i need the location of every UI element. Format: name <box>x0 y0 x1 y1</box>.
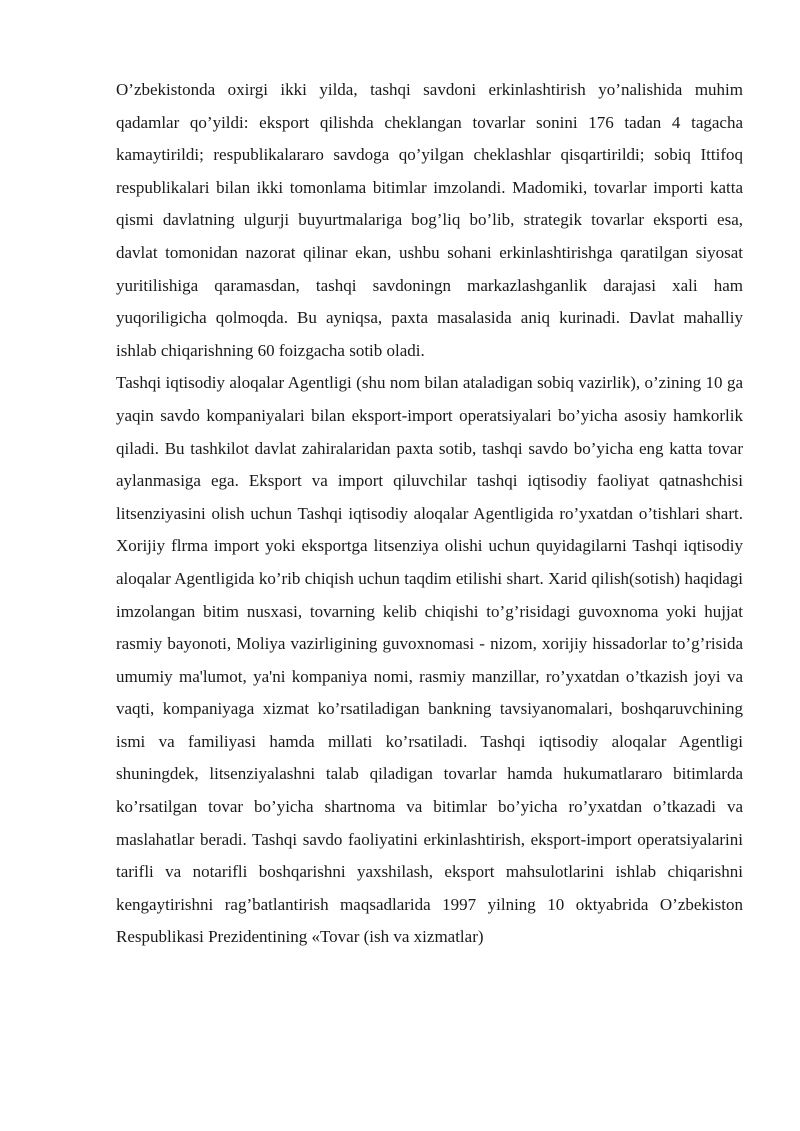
document-page <box>116 74 743 954</box>
paragraph-foreign-economic-agency: Tashqi iqtisodiy aloqalar Agentligi (shu nom bilan ataladigan sobiq vazirlik), o’zining 10 ga yaqin savdo kompaniyalari bilan eksport-import operatsiyalari bo’yicha asosiy hamkorlik qiladi. Bu tashkilot davlat zahiralaridan paxta sotib, tashqi savdo bo’yicha eng katta tovar aylanmasiga ega. Eksport va import qiluvchilar tashqi iqtisodiy faoliyat qatnashchisi litsenziyasini olish uchun Tashqi iqtisodiy aloqalar Agentligida ro’yxatdan o’tishlari shart. Xorijiy flrma import yoki eksportga litsenziya olishi uchun quyidagilarni Tashqi iqtisodiy aloqalar Agentligida ko’rib chiqish uchun taqdim etilishi shart. Xarid qilish(sotish) haqidagi imzolangan bitim nusxasi, tovarning kelib chiqishi to’g’risidagi guvoxnoma yoki hujjat rasmiy bayonoti, Moliya vazirligining guvoxnomasi - nizom, xorijiy hissadorlar to’g’risida umumiy ma'lumot, ya'ni kompaniya nomi, rasmiy manzillar, ro’yxatdan o’tkazish joyi va vaqti, kompaniyaga xizmat ko’rsatiladigan bankning tavsiyanomalari, boshqaruvchining ismi va familiyasi hamda millati ko’rsatiladi. Tashqi iqtisodiy aloqalar Agentligi shuningdek, litsenziyalashni talab qiladigan tovarlar hamda hukumatlararo bitimlarda ko’rsatilgan tovar bo’yicha shartnoma va bitimlar bo’yicha ro’yxatdan o’tkazadi va maslahatlar beradi. Tashqi savdo faoliyatini erkinlashtirish, eksport-import operatsiyalarini tarifli va notarifli boshqarishni yaxshilash, eksport mahsulotlarini ishlab chiqarishni kengaytirishni rag’batlantirish maqsadlarida 1997 yilning 10 oktyabrida O’zbekiston Respublikasi Prezidentining «Tovar (ish va xizmatlar) <box>116 373 743 947</box>
paragraph-export-liberalization: O’zbekistonda oxirgi ikki yilda, tashqi savdoni erkinlashtirish yo’nalishida muhim qadamlar qo’yildi: eksport qilishda cheklangan tovarlar sonini 176 tadan 4 tagacha kamaytirildi; respublikalararo savdoga qo’yilgan cheklashlar qisqartirildi; sobiq Ittifoq respublikalari bilan ikki tomonlama bitimlar imzolandi. Madomiki, tovarlar importi katta qismi davlatning ulgurji buyurtmalariga bog’liq bo’lib, strategik tovarlar eksporti esa, davlat tomonidan nazorat qilinar ekan, ushbu sohani erkinlashtirishga qaratilgan siyosat yuritilishiga qaramasdan, tashqi savdoningn markazlashganlik darajasi xali ham yuqoriligicha qolmoqda. Bu ayniqsa, paxta masalasida aniq kurinadi. Davlat mahalliy ishlab chiqarishning 60 foizgacha sotib oladi. <box>116 80 743 360</box>
